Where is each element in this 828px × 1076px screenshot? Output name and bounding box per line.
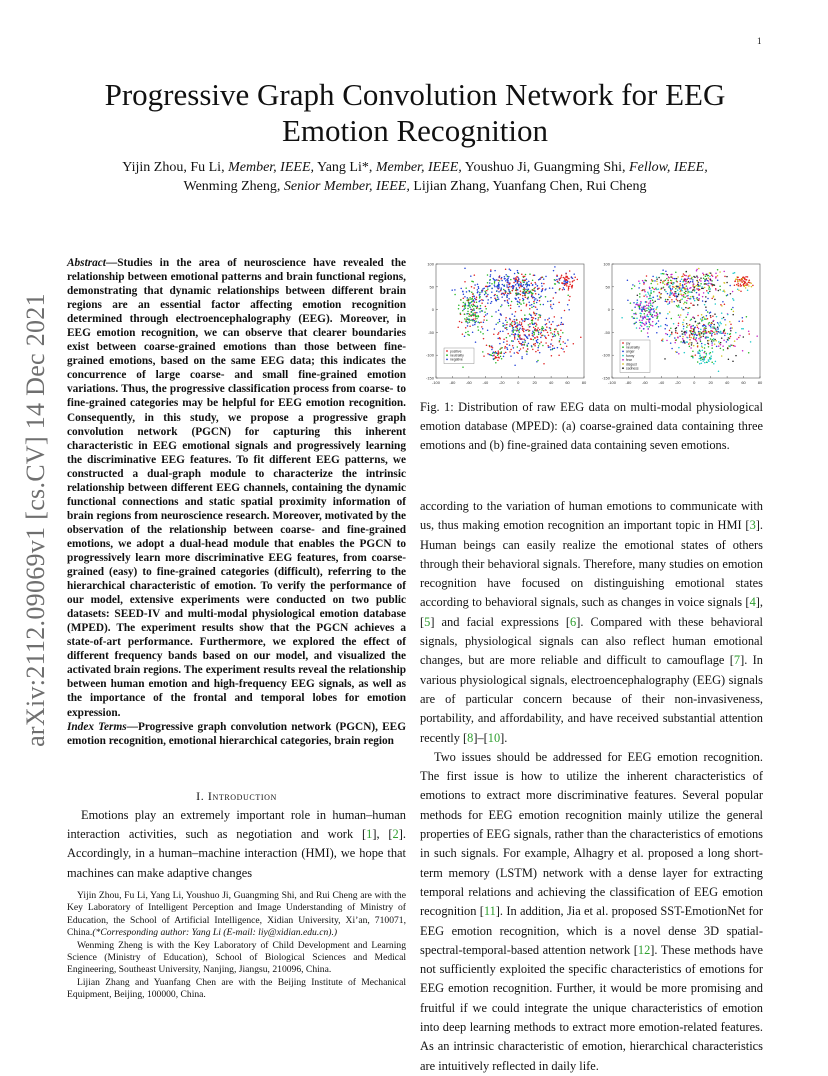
index-terms-label: Index Terms: [67, 721, 127, 733]
x-tick-label: -80: [449, 380, 456, 385]
x-tick-label: -20: [674, 380, 681, 385]
y-tick-label: -50: [604, 329, 610, 335]
abstract: [67, 256, 406, 720]
legend-entry: negative: [450, 357, 463, 362]
x-tick-label: -40: [482, 380, 489, 385]
citation-link[interactable]: 12: [637, 942, 651, 957]
y-tick-label: -100: [601, 352, 610, 358]
x-tick-label: 80: [757, 380, 763, 385]
right-column-text: [420, 497, 763, 1076]
citation-link[interactable]: 3: [749, 518, 756, 533]
page-number: 1: [757, 36, 762, 46]
footnote-affiliation-2: Wenming Zheng is with the Key Laboratory of Child Development and Learning Science (Ministry of Education), School of Biological Sciences and Medical Engineering, Southeast University, Nanjing, Jiangsu, 210096, China.: [67, 939, 406, 976]
x-tick-label: 60: [565, 380, 570, 385]
y-tick-label: -150: [601, 375, 610, 381]
citation-link[interactable]: 4: [749, 595, 756, 610]
paper-title: Progressive Graph Convolution Network for EEG Emotion Recognition: [104, 77, 726, 148]
section-heading-introduction: I. Introduction: [196, 789, 277, 803]
y-tick-label: -50: [428, 329, 434, 335]
y-tick-label: 50: [605, 284, 610, 290]
legend-entry: anger: [626, 349, 635, 354]
footnotes: [67, 890, 406, 1002]
figure-panel-b-scatter: [596, 260, 766, 390]
citation-link[interactable]: 1: [366, 827, 373, 842]
index-terms: [67, 720, 406, 748]
legend-entry: sadness: [626, 366, 639, 371]
x-tick-label: 0: [693, 380, 696, 385]
x-tick-label: 40: [548, 380, 554, 385]
legend: [444, 348, 474, 364]
intro-paragraph: Emotions play an extremely important role in human–human interaction activities, such as negotiation and work [1], [2]. Accordingly, in a human–machine interaction (HMI), we hope that machines can make adaptive changes: [67, 808, 406, 880]
abstract-label: Abstract: [67, 257, 106, 269]
citation-link[interactable]: 6: [570, 614, 577, 629]
x-tick-label: 0: [517, 380, 520, 385]
paragraph: according to the variation of human emotions to communicate with us, thus making emotion recognition an important topic in HMI [3]. Human beings can easily realize the emotional states of others through their behavioral signals. Therefore, many studies on emotion recognition have focused on distinguishing emotional states according to behavioral signals, such as changes in voice signals [4], [5] and facial expressions [6]. Compared with these behavioral signals, physiological signals can also reflect human emotional changes, but are more reliable and difficult to camouflage [7]. In various physiological signals, electroencephalography (EEG) signals are of particular concern because of their non-invasiveness, portability, and affordability, and have received substantial attention recently [8]–[10].: [420, 499, 763, 745]
footnote-affiliation-3: Lijian Zhang and Yuanfang Chen are with the Beijing Institute of Mechanical Equipment, Beijing, 100000, China.: [67, 976, 406, 1001]
citation-link[interactable]: 2: [392, 827, 399, 842]
paragraph: Two issues should be addressed for EEG emotion recognition. The first issue is how to utilize the inherent characteristics of emotions to extract more discriminative features. Several popular methods for EEG emotion recognition mainly utilize the general properties of EEG signals, rather than the characteristics of emotions in such signals. For example, Alhagry et al. proposed a long short-term memory (LSTM) network with a dense layer for extracting temporal relations and achieving the classification of EEG emotion recognition [11]. In addition, Jia et al. proposed SST-EmotionNet for EEG emotion recognition, which is a novel dense 3D spatial-spectral-temporal-based attention network [12]. These methods have not sufficiently exploited the specific characteristics of emotions for EEG emotion recognition. Further, it would be more promising and fruitful if we could integrate the unique characteristics of emotion into deep learning methods to extract more emotion-related features. As an intrinsic characteristic of emotion, hierarchical characteristics are intuitively reflected in daily life.: [420, 749, 763, 1073]
y-tick-label: 100: [427, 261, 434, 267]
x-tick-label: -60: [641, 380, 648, 385]
y-tick-label: 50: [429, 284, 434, 290]
y-tick-label: -100: [425, 352, 434, 358]
x-tick-label: -80: [625, 380, 632, 385]
legend-entry: disgust: [626, 362, 637, 367]
legend-entry: positive: [450, 349, 462, 354]
x-tick-label: 20: [532, 380, 537, 385]
x-tick-label: 60: [741, 380, 746, 385]
arxiv-identifier-margin: [12, 285, 60, 755]
legend-entry: funny: [626, 353, 635, 358]
x-tick-label: -100: [607, 380, 617, 385]
citation-link[interactable]: 10: [487, 730, 501, 745]
abstract-text: —Studies in the area of neuroscience have revealed the relationship between emotional patterns and brain functional regions, demonstrating that dynamic relationships between different brain regions are an essential factor affecting emotion recognition determined through electroencephalography (EEG). Moreover, in EEG emotion recognition, we can observe that clearer boundaries exist between coarse-grained emotions than those between fine-grained emotions, based on the same EEG data; this indicates the concurrence of large coarse- and small fine-grained emotion variations. Thus, the progressive classification process from coarse- to fine-grained categories may be helpful for EEG emotion recognition. Consequently, in this study, we propose a progressive graph convolution network (PGCN) for capturing this inherent characteristic in EEG emotional signals and progressively learning the discriminative EEG features. To fit different EEG patterns, we constructed a dual-graph module to characterize the intrinsic relationship between different EEG channels, containing the dynamic functional connections and static spatial proximity information of brain regions from neuroscience research. Moreover, motivated by the observation of the relationship between coarse- and fine-grained emotions, we adopt a dual-head module that enables the PGCN to progressively learn more discriminative EEG features, from coarse-grained (easy) to fine-grained categories (difficult), referring to the hierarchical characteristic of emotion. To verify the performance of our model, extensive experiments were conducted on two public datasets: SEED-IV and multi-modal physiological emotion database (MPED). The experiment results show that the PGCN achieves a state-of-art performance. Furthermore, we explored the effect of different frequency bands based on our model, and visualized the activated brain regions. The experiment results reveal the relationship between human emotion and high-frequency EEG signals, as well as the importance of the frontal and temporal lobes for emotion expression.: [67, 257, 406, 719]
x-tick-label: -60: [465, 380, 472, 385]
legend-entry: neutrality: [626, 345, 640, 350]
y-tick-label: 0: [607, 307, 610, 313]
footnote-affiliation-1: Yijin Zhou, Fu Li, Yang Li, Youshuo Ji, Guangming Shi, and Rui Cheng are with the Key Laboratory of Intelligent Perception and Image Understanding of Ministry of Education, the School of Artificial Intelligence, Xidian University, Xi’an, 710071, China.(*Corresponding author: Yang Li (E-mail: liy@xidian.edu.cn).): [67, 890, 406, 939]
x-tick-label: -20: [498, 380, 505, 385]
citation-link[interactable]: 7: [733, 653, 741, 668]
index-terms-text: —Progressive graph convolution network (PGCN), EEG emotion recognition, emotional hierarchical categories, brain region: [67, 721, 406, 747]
legend-entry: fear: [626, 358, 632, 363]
figure-panel-a-scatter: [420, 260, 590, 390]
x-tick-label: 40: [724, 380, 730, 385]
x-tick-label: 80: [581, 380, 587, 385]
x-tick-label: 20: [708, 380, 713, 385]
citation-link[interactable]: 11: [483, 904, 496, 919]
x-tick-label: -40: [658, 380, 665, 385]
citation-link[interactable]: 5: [424, 614, 431, 629]
citation-link[interactable]: 8: [467, 730, 474, 745]
y-tick-label: 100: [603, 261, 610, 267]
x-tick-label: -100: [431, 380, 441, 385]
legend: [620, 340, 650, 372]
y-tick-label: -150: [425, 375, 434, 381]
figure-caption: Fig. 1: Distribution of raw EEG data on multi-modal physiological emotion database (MPED): (a) coarse-grained data containing three emotions and (b) fine-grained data containing seven emotions.: [420, 400, 763, 452]
legend-entry: joy: [626, 341, 631, 346]
y-tick-label: 0: [431, 307, 434, 313]
arxiv-identifier: arXiv:2112.09069v1 [cs.CV] 14 Dec 2021: [21, 293, 50, 747]
legend-entry: neutrality: [450, 353, 464, 358]
author-list: Yijin Zhou, Fu Li, Member, IEEE, Yang Li*, Member, IEEE, Youshuo Ji, Guangming Shi, Fellow, IEEE, Wenming Zheng, Senior Member, IEEE, Lijian Zhang, Yuanfang Chen, Rui Cheng: [122, 160, 708, 194]
